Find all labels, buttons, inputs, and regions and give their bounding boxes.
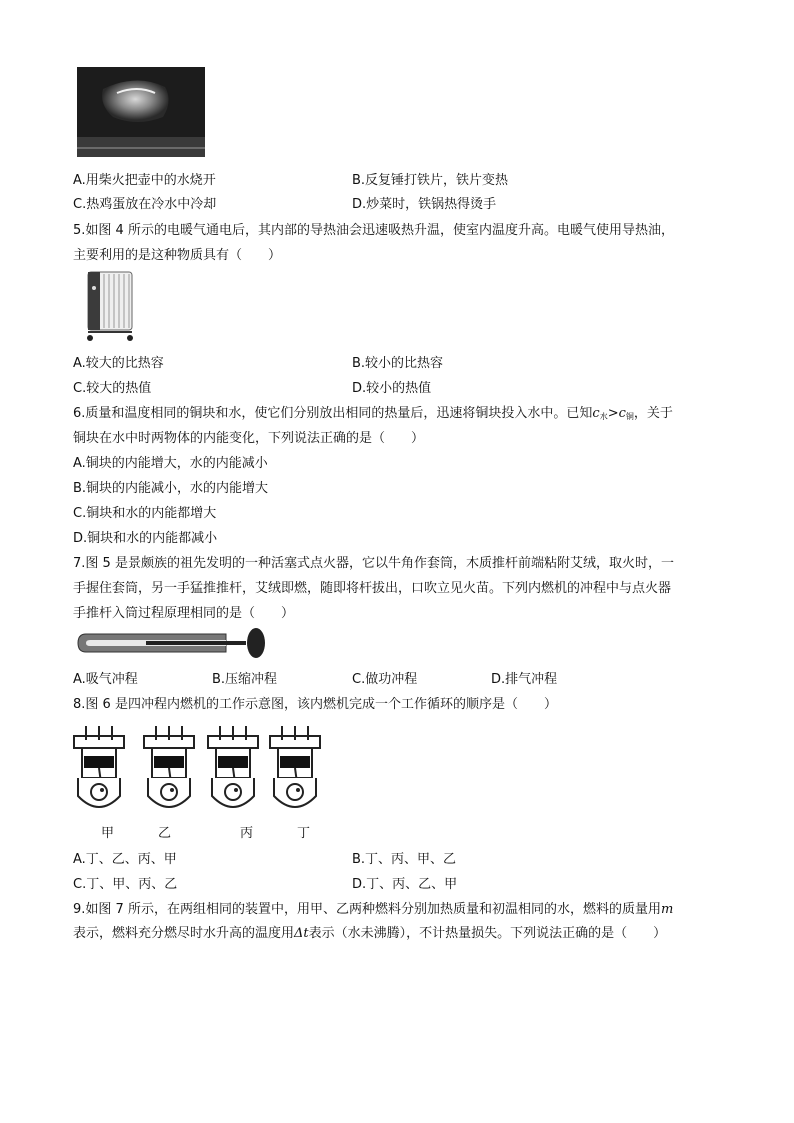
q8-option-a: A.丁、乙、丙、甲 [73,852,177,867]
q6-option-a: A.铜块的内能增大，水的内能减小 [73,456,268,471]
q8-stem: 8.图 6 是四冲程内燃机的工作示意图，该内燃机完成一个工作循环的顺序是（ ） [73,697,557,712]
dt-symbol: Δt [294,926,309,941]
q9-stem-line1 [73,898,673,917]
q5-stem-line2: 主要利用的是这种物质具有（ ） [73,248,282,263]
q5-option-c: C.较大的热值 [73,381,152,396]
q5-option-d: D.较小的热值 [352,381,432,396]
q9-stem-line2-prefix: 表示，燃料充分燃尽时水升高的温度用 [73,926,295,941]
q4-photo [77,67,205,157]
q9-stem-line2 [73,922,666,941]
water-subscript: 水 [599,412,608,421]
copper-subscript: 铜 [625,412,634,421]
q4-option-b: B.反复锤打铁片，铁片变热 [352,173,509,188]
q8-label-ding: 丁 [297,826,311,841]
q6-stem-line1 [73,402,673,422]
q7-stem-line3: 手推杆入筒过程原理相同的是（ ） [73,606,295,621]
q7-igniter-figure [76,626,268,660]
q5-option-b: B.较小的比热容 [352,356,444,371]
q4-option-d: D.炒菜时，铁锅热得烫手 [352,197,497,212]
q6-stem-prefix: 6.质量和温度相同的铜块和水，使它们分别放出相同的热量后，迅速将铜块投入水中。已知 [73,406,593,421]
q8-option-c: C.丁、甲、丙、乙 [73,877,178,892]
c-symbol: c [592,406,600,421]
q7-stem-line1: 7.图 5 是景颇族的祖先发明的一种活塞式点火器，它以牛角作套筒，木质推杆前端粘附艾绒，取火时，一 [73,556,674,571]
q8-option-d: D.丁、丙、乙、甲 [352,877,458,892]
q4-option-c: C.热鸡蛋放在冷水中冷却 [73,197,217,212]
engine-diagram [74,726,124,807]
q7-option-a: A.吸气冲程 [73,672,138,687]
q6-option-d: D.铜块和水的内能都减小 [73,531,218,546]
q8-label-jia: 甲 [101,826,115,841]
q5-option-a: A.较大的比热容 [73,356,164,371]
q8-label-yi: 乙 [158,826,172,841]
q8-option-b: B.丁、丙、甲、乙 [352,852,457,867]
q8-engine-figure [72,722,332,816]
q6-stem-suffix: ，关于 [633,406,673,421]
q9-stem-prefix: 9.如图 7 所示，在两组相同的装置中，用甲、乙两种燃料分别加热质量和初温相同的水，燃料的质量用 [73,902,661,917]
q7-option-c: C.做功冲程 [352,672,418,687]
q7-option-b: B.压缩冲程 [212,672,278,687]
q6-option-b: B.铜块的内能减小，水的内能增大 [73,481,269,496]
q5-heater-figure [84,268,138,342]
q6-stem-line2: 铜块在水中时两物体的内能变化，下列说法正确的是（ ） [73,431,425,446]
q9-stem-line2-suffix: 表示（水未沸腾），不计热量损失。下列说法正确的是（ ） [308,926,667,941]
q6-option-c: C.铜块和水的内能都增大 [73,506,217,521]
c-symbol-2: c [618,406,626,421]
m-symbol: m [660,902,674,917]
q5-stem-line1: 5.如图 4 所示的电暖气通电后，其内部的导热油会迅速吸热升温，使室内温度升高。电暖气使用导热油， [73,223,674,238]
q7-option-d: D.排气冲程 [491,672,558,687]
q7-stem-line2: 手握住套筒，另一手猛推推杆，艾绒即燃，随即将杆拔出，口吹立见火苗。下列内燃机的冲程中与点火器 [73,581,672,596]
q8-label-bing: 丙 [240,826,254,841]
q4-option-a: A.用柴火把壶中的水烧开 [73,173,216,188]
gt-sign: > [607,406,619,421]
